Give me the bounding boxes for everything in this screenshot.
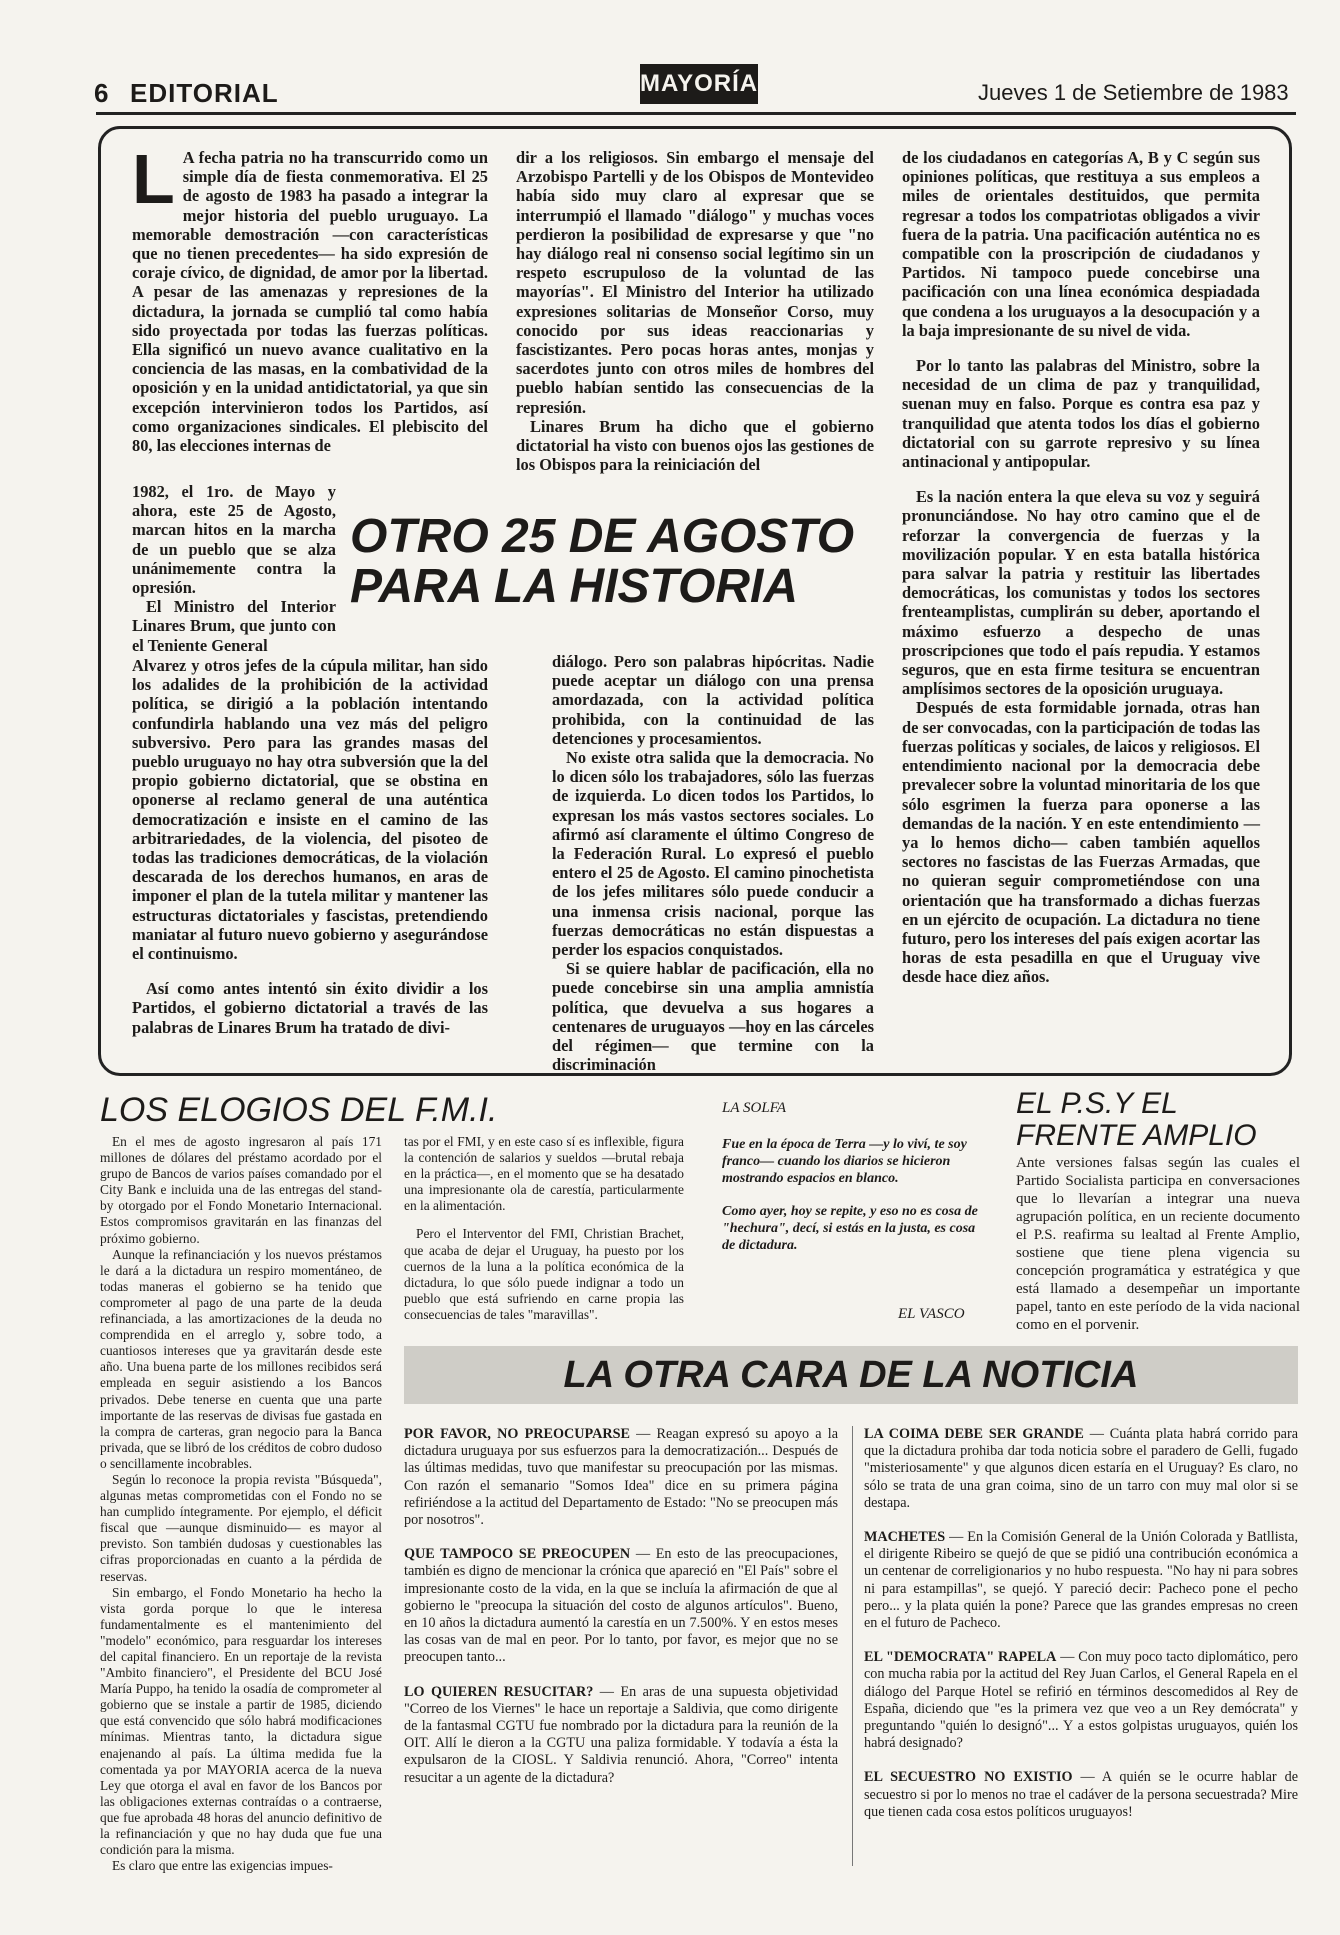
headline-line-1: OTRO 25 DE AGOSTO	[350, 510, 855, 563]
news-item	[404, 1684, 838, 1787]
news-item	[404, 1546, 838, 1666]
editorial-col1-top	[132, 140, 488, 456]
news-item-text: — En aras de una supuesta objetividad "Correo de los Viernes" le hace un reportaje a Saldivia, que como dirigente de la fantasmal CGTU fue nombrado por la dictadura para la reunión de la OIT. Allí le dieron a la CGTU una paliza formidable. Y todavía a ésta la expulsaron de la CIOSL. Y Saldivia renunció. Ahora, "Correo" intenta resucitar a un agente de la dictadura?	[404, 1683, 839, 1786]
solfa-title: LA SOLFA	[722, 1100, 787, 1116]
page-number: 6	[94, 78, 109, 108]
editorial-paragraph: El Ministro del Interior Linares Brum, que junto con el Teniente General	[132, 597, 336, 655]
fmi-col2	[404, 1134, 684, 1323]
header-rule	[96, 112, 1296, 115]
news-item	[864, 1529, 1298, 1632]
editorial-paragraph: A fecha patria no ha transcurrido como un simple día de fiesta conmemorativa. El 25 de agosto de 1983 ha pasado a integrar la mejor historia del pueblo uruguayo. La memorable demostración —con características que no tienen precedentes— ha sido expresión de coraje cívico, de dignidad, de amor por la libertad. A pesar de las amenazas y represiones de la dictadura, la jornada se cumplió tal como había sido proyectada por todas las fuerzas políticas. Ella significó un nuevo avance cualitativo en la conciencia de las masas, en la combatividad de la oposición y en la unidad antidictatorial, ya que sin excepción intervinieron todos los Partidos, así como organizaciones sindicales. El plebiscito del 80, las elecciones internas de	[132, 148, 488, 456]
editorial-paragraph: No existe otra salida que la democracia. No lo dicen sólo los trabajadores, sólo las fuerzas de izquierda. Lo dicen todos los Partidos, lo expresan los más vastos sectores sociales. Lo afirmó así claramente el último Congreso de la Federación Rural. Lo expresó el pueblo entero el 25 de Agosto. El camino pinochetista de los jefes militares sólo puede conducir a una inmensa crisis nacional, porque las fuerzas democráticas no están dispuestas a perder los espacios conquistados.	[552, 748, 874, 960]
solfa-author: EL VASCO	[898, 1306, 965, 1322]
editorial-paragraph: Es la nación entera la que eleva su voz y seguirá pronunciándose. No hay otro camino que el de reforzar la convergencia de fuerzas y la movilización popular. Y en esta batalla histórica para salvar la patria y restituir las libertades democráticas, los comunistas y todos los sectores frenteamplistas, cumplirán su deber, aportando el máximo esfuerzo a despecho de unas proscripciones que todo el país repudia. Y estamos seguros, que en esta firme tesitura se encuentran amplísimos sectores de la oposición uruguaya.	[902, 487, 1260, 699]
editorial-paragraph: Después de esta formidable jornada, otras han de ser convocadas, con la participación de todas las fuerzas políticas y sociales, de laicos y religiosos. El entendimiento nacional por la democracia debe prevalecer sobre la voluntad minoritaria de los que sólo esgrimen la fuerza para oponerse a las demandas de la nación. Y en este entendimiento —ya lo hemos dicho— caben también aquellos sectores no fascistas de las Fuerzas Armadas, que no quieran seguir comprometiéndose con una orientación que ha transformado a dichas fuerzas en un ejército de ocupación. La dictadura no tiene futuro, pero los intereses del país exigen acortar las horas de esta pesadilla en que el Uruguay vive desde hace diez años.	[902, 698, 1260, 987]
news-item-lead: QUE TAMPOCO SE PREOCUPEN	[404, 1546, 631, 1563]
issue-date: Jueves 1 de Setiembre de 1983	[978, 80, 1289, 105]
fmi-paragraph: tas por el FMI, y en este caso sí es inflexible, figura la contención de salarios y sueldos —brutal rebaja en la práctica—, en el momento que se ha desatado una impresionante ola de carestía, particularmente en la alimentación.	[404, 1134, 684, 1214]
news-item	[864, 1649, 1298, 1752]
news-item-text: — Cuánta plata habrá corrido para que la dictadura prohiba dar toda noticia sobre el paradero de Gelli, fugado "misteriosamente" y que algunos dicen estaría en el Uruguay? Es claro, no sólo se trata de una gran coima, sino de un tarro con muy mal olor si se destapa.	[864, 1426, 1298, 1511]
fmi-paragraph: En el mes de agosto ingresaron al país 171 millones de dólares del préstamo acordado por el grupo de Bancos de varios países comandado por el City Bank e incluida una de las entregas del stand-by otorgado por el Fondo Monetario Internacional. Estos compromisos gravitarán en las finanzas del próximo gobierno.	[100, 1134, 382, 1246]
solfa-stanza: Como ayer, hoy se repite, y eso no es cosa de "hechura", decí, si estás en la justa, es cosa de dictadura.	[722, 1204, 978, 1253]
news-item-lead: LA COIMA DEBE SER GRANDE	[864, 1426, 1084, 1442]
editorial-col2-top	[516, 148, 874, 474]
ps-body: Ante versiones falsas según las cuales el Partido Socialista participa en conversaciones que lo llevarían a integrar una nueva agrupación política, en un reciente documento el P.S. reafirma su lealtad al Frente Amplio, sostiene que tiene plena vigencia su concepción programática y estratégica y que está llamado a desempeñar un importante papel, tanto en este período de la vida nacional como en el porvenir.	[1016, 1155, 1300, 1333]
news-item-text: — En esto de las preocupaciones, también es digno de mencionar la crónica que apareció en "El País" sobre el impresionante costo de la vida, en la que se incluía la afirmación de que al gobierno le "preocupa la situación del costo de algunos artículos". Bueno, en 10 años la dictadura aumentó la carestía en un 7.500%. Y en estos meses las cosas van de mal en peor. Por lo tanto, por favor, es mejor que no se preocupen tanto...	[404, 1546, 838, 1666]
news-item-text: — A quién se le ocurre hablar de secuestro si por lo menos no trae el cadáver de la persona secuestrada? Mire que tienen cada cosa estos políticos uruguayos!	[864, 1769, 1298, 1820]
editorial-col1-bottom	[132, 656, 488, 1037]
editorial-paragraph: Alvarez y otros jefes de la cúpula militar, han sido los adalides de la prohibición de la actividad política, se dirigió a la población intentando confundirla hablando una vez más del peligro subversivo. Pero para las grandes masas del pueblo uruguayo no hay otra subversión que la del propio gobierno dictatorial, que se obstina en oponerse al reclamo general de una auténtica democratización e insiste en el camino de las arbitrariedades, de la violencia, del pisoteo de todas las tradiciones democráticas, de la violación descarada de los derechos humanos, en aras de imponer el plan de la tutela militar y mantener las estructuras dictatoriales y fascistas, pretendiendo maniatar al futuro nuevo gobierno y asegurándose el continuismo.	[132, 656, 488, 964]
fmi-col1	[100, 1134, 382, 1874]
news-item-lead: LO QUIEREN RESUCITAR?	[404, 1683, 594, 1700]
fmi-paragraph: Según lo reconoce la propia revista "Búsqueda", algunas metas comprometidas con el Fondo no se han cumplido íntegramente. Por ejemplo, el déficit fiscal que —aunque disminuido— es mayor al previsto. Son también dudosas y cuestionables las cifras proporcionadas en cuanto a la pérdida de reservas.	[100, 1471, 382, 1584]
news-item	[864, 1769, 1298, 1821]
fmi-paragraph: Sin embargo, el Fondo Monetario ha hecho la vista gorda porque lo que le interesa fundamentalmente es el mantenimiento del "modelo" económico, para resguardar los intereses del capital financiero. En un reportaje de la revista "Ambito financiero", el Presidente del BCU José María Puppo, ha tenido la osadía de comprometer al gobierno que se instale a partir de 1985, diciendo que está convencido que sólo habrá modificaciones mínimas. Mientras tanto, la dictadura sigue enajenando al país. La última medida fue la comentada ya por MAYORIA acerca de la nueva Ley que otorga el aval en favor de los Bancos por las obligaciones externas contraídas o a contraerse, que fue aprobada 48 horas del anuncio definitivo de la refinanciación y que no hay duda que fue una condición para la misma.	[100, 1584, 382, 1858]
otra-cara-left-column	[404, 1426, 838, 1804]
news-item-lead: EL SECUESTRO NO EXISTIO	[864, 1769, 1073, 1786]
editorial-paragraph: diálogo. Pero son palabras hipócritas. Nadie puede aceptar un diálogo con una prensa amordazada, con la actividad política prohibida, con la continuidad de las detenciones y procesamientos.	[552, 652, 874, 748]
editorial-paragraph: dir a los religiosos. Sin embargo el mensaje del Arzobispo Partelli y de los Obispos de Montevideo había sido muy claro al expresar que se interrumpió el llamado "diálogo" y muchas voces perdieron la posibilidad de expresarse y que "no hay diálogo real ni consenso social legítimo sin un respeto escrupuloso de la voluntad de las mayorías". El Ministro del Interior ha utilizado expresiones solitarias de Monseñor Corso, muy conocido por sus ideas reaccionarias y fascistizantes. Pero pocas horas antes, monjas y sacerdotes junto con otros miles de hombres del pueblo habían sentido las consecuencias de la represión.	[516, 148, 874, 417]
fmi-paragraph: Pero el Interventor del FMI, Christian Brachet, que acaba de dejar el Uruguay, ha puesto por los cuernos de la luna a la política económica de la dictadura, lo que sólo puede indignar a todo un pueblo que está sufriendo en carne propia las consecuencias de tales "maravillas".	[404, 1226, 684, 1322]
otra-cara-right-column	[864, 1426, 1298, 1838]
editorial-paragraph: Por lo tanto las palabras del Ministro, sobre la necesidad de un clima de paz y tranquilidad, suenan muy en falso. Porque es contra esa paz y tranquilidad que atenta todos los días el gobierno dictatorial con su garrote represivo y su línea antinacional y antipopular.	[902, 356, 1260, 472]
news-item-lead: MACHETES	[864, 1529, 946, 1546]
news-item	[404, 1426, 838, 1529]
news-item-text: — En la Comisión General de la Unión Colorada y Batllista, el dirigente Ribeiro se quejó de que se pidió una contribución económica a un centenar de correligionarios y no hubo respuesta. "No hay ni para sobres ni para estampillas", se quejó. Y pareció decir: Pacheco pone el pecho pero... y la plata quién la pone? Parece que las grandes empresas no creen en el futuro de Pacheco.	[864, 1529, 1298, 1632]
column-divider	[852, 1426, 853, 1866]
news-item-text: — Reagan expresó su apoyo a la dictadura uruguaya por sus esfuerzos para la democratización... Después de las últimas medidas, tuvo que manifestar su preocupación por las mismas. Con razón el semanario "Somos Idea" dice en su primera página refiriéndose a la actitud del Departamento de Estado: "No se preocupen más por nosotros".	[404, 1426, 838, 1529]
editorial-paragraph: Si se quiere hablar de pacificación, ella no puede concebirse sin una amplia amnistía política, que devuelva a sus hogares a centenares de uruguayos —hoy en las cárceles del régimen— que termine con la discriminación	[552, 959, 874, 1075]
otra-cara-title: LA OTRA CARA DE LA NOTICIA	[563, 1354, 1139, 1396]
fmi-paragraph: Es claro que entre las exigencias impues-	[112, 1858, 333, 1874]
editorial-headline	[350, 512, 890, 612]
fmi-paragraph: Aunque la refinanciación y los nuevos préstamos le dará a la dictadura un respiro momentáneo, de todas maneras el gobierno se ha tenido que comprometer al pago de una parte de la deuda refinanciada, a las amortizaciones de la deuda no comprendida en el arreglo y, sobre todo, a cuantiosos intereses que ya gravitarán desde este año. Una buena parte de los millones recibidos será empleada en seguir asistiendo a los Bancos privados. Debe tenerse en cuenta que una parte importante de las reservas de divisas fue gastada en la compra de carteras, gran negocio para la Banca privada, que se libró de los créditos de cobro dudoso o sencillamente incobrables.	[100, 1246, 382, 1471]
section-title: EDITORIAL	[130, 78, 279, 108]
editorial-col2-bottom	[552, 652, 874, 1074]
masthead-logo: MAYORÍA	[640, 64, 758, 104]
drop-cap: L	[132, 140, 175, 218]
news-item-lead: POR FAVOR, NO PREOCUPARSE	[404, 1426, 630, 1442]
fmi-title: LOS ELOGIOS DEL F.M.I.	[100, 1091, 498, 1129]
headline-line-2: PARA LA HISTORIA	[350, 560, 799, 613]
solfa-stanza: Fue en la época de Terra —y lo viví, te soy franco— cuando los diarios se hicieron mostrando espacios en blanco.	[722, 1137, 967, 1186]
editorial-paragraph: Linares Brum ha dicho que el gobierno dictatorial ha visto con buenos ojos las gestiones de los Obispos para la reiniciación del	[516, 416, 874, 475]
solfa-poem	[722, 1136, 982, 1270]
news-item-text: — Con muy poco tacto diplomático, pero con mucha rabia por la actitud del Rey Juan Carlos, el General Rapela en el diálogo del Parque Hotel se refirió en términos descomedidos al Rey de España, diciendo que "es la primera vez que veo a un Rey demócrata" y preguntando "quién lo designó"... Y a estos golpistas uruguayos, quién los habrá designado?	[864, 1649, 1298, 1752]
ps-title	[1016, 1088, 1300, 1152]
news-item-lead: EL "DEMOCRATA" RAPELA	[864, 1649, 1057, 1666]
editorial-paragraph: Así como antes intentó sin éxito dividir a los Partidos, el gobierno dictatorial a través de las palabras de Linares Brum ha tratado de divi-	[132, 979, 488, 1037]
editorial-paragraph: de los ciudadanos en categorías A, B y C según sus opiniones políticas, que restituya a sus empleos a miles de orientales destituidos, que permita regresar a todos los compatriotas obligados a vivir fuera de la patria. Una pacificación auténtica no es compatible con la proscripción de ciudadanos y Partidos. Ni tampoco puede concebirse una pacificación con una línea económica despiadada que condena a los uruguayos a la desocupación y a la baja impresionante de su nivel de vida.	[902, 148, 1260, 340]
editorial-col1-narrow	[132, 482, 336, 655]
ps-title-line-1: EL P.S.Y EL	[1016, 1087, 1178, 1120]
editorial-paragraph: 1982, el 1ro. de Mayo y ahora, este 25 de Agosto, marcan hitos en la marcha de un pueblo que se alza unánimemente contra la opresión.	[132, 482, 336, 598]
editorial-col3	[902, 148, 1260, 987]
ps-title-line-2: FRENTE AMPLIO	[1016, 1119, 1257, 1152]
news-item	[864, 1426, 1298, 1512]
